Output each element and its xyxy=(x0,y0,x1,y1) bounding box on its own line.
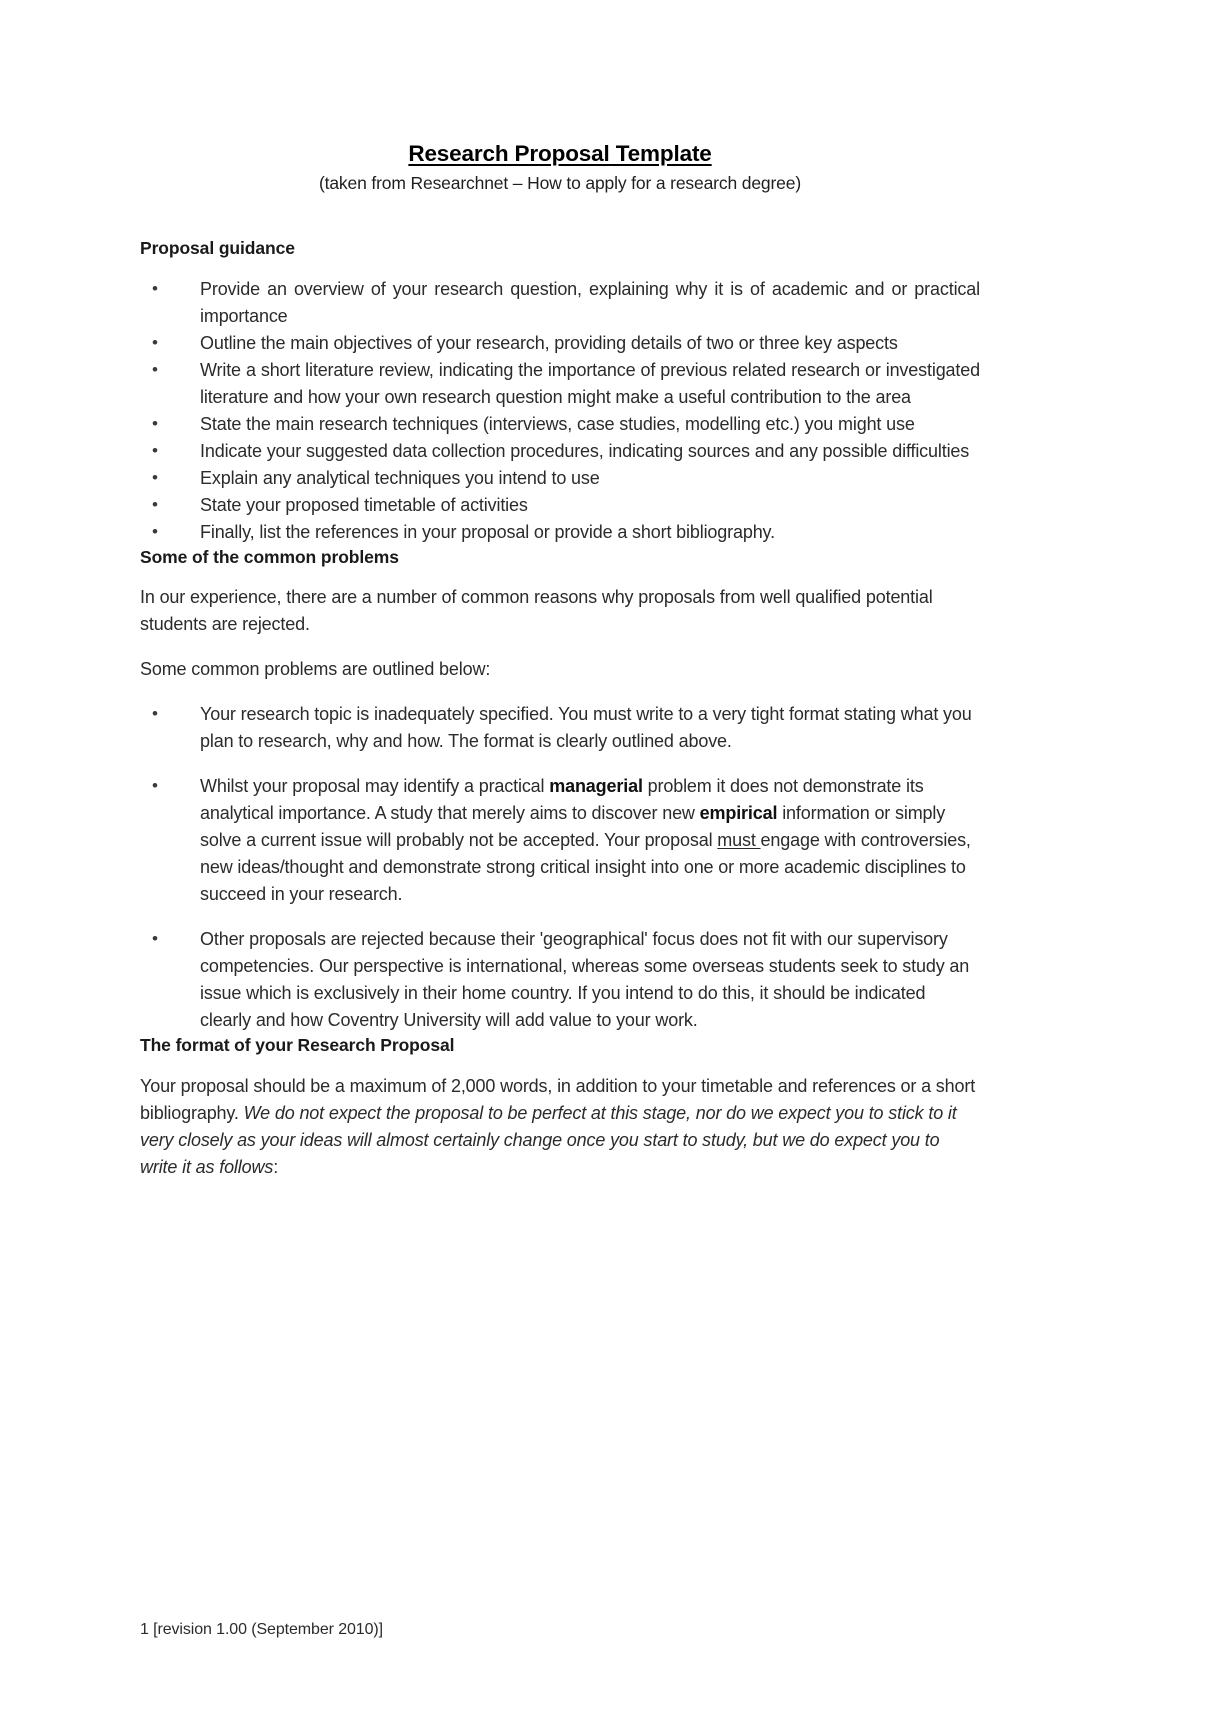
list-item: • State your proposed timetable of activities xyxy=(140,492,980,519)
list-item xyxy=(140,926,980,1034)
format-paragraph xyxy=(140,1073,980,1181)
list-item xyxy=(140,773,980,908)
text-run-italic: We do not expect the proposal to be perfect at this stage, nor do we expect you to stick to it very closely as your ideas will almost certainly change once you start to study, but we do expect you to write it as follows xyxy=(140,1103,957,1178)
list-item: • Finally, list the references in your proposal or provide a short bibliography. xyxy=(140,519,980,546)
problems-bullet-list xyxy=(140,701,980,1034)
document-content xyxy=(140,140,980,1181)
text-run-normal: Your research topic is inadequately specified. You must write to a very tight format stating what you plan to research, why and how. The format is clearly outlined above. xyxy=(200,704,972,752)
problems-intro-paragraph: In our experience, there are a number of common reasons why proposals from well qualified potential students are rejected. xyxy=(140,587,933,635)
list-item: • Write a short literature review, indicating the importance of previous related research or investigated literature and how your own research question might make a useful contribution to the area xyxy=(140,357,980,411)
text-run-normal: Other proposals are rejected because their 'geographical' focus does not fit with our supervisory competencies. Our perspective is international, whereas some overseas students seek to study an issue which is exclusively in their home country. If you intend to do this, it should be indicated clearly and how Coventry University will add value to your work. xyxy=(200,929,970,1031)
page-title xyxy=(140,140,980,168)
text-run-normal: Whilst your proposal may identify a practical xyxy=(200,776,550,797)
text-run-bold: managerial xyxy=(549,776,643,797)
list-item: • State the main research techniques (interviews, case studies, modelling etc.) you might use xyxy=(140,411,980,438)
page-footer: 1 [revision 1.00 (September 2010)] xyxy=(140,1621,383,1638)
heading-format-of-proposal: The format of your Research Proposal xyxy=(140,1035,455,1056)
text-run-normal: problem it does not demonstrate its analytical importance. A study that merely aims to discover new xyxy=(200,776,924,824)
text-run-normal: information or simply solve a current issue will probably not be accepted. Your proposal xyxy=(200,803,946,851)
list-item xyxy=(140,701,980,755)
page-subtitle: (taken from Researchnet – How to apply for a research degree) xyxy=(318,173,802,194)
text-run-underline: must xyxy=(717,830,761,851)
text-run-normal: : xyxy=(273,1157,279,1178)
problems-lead-in: Some common problems are outlined below: xyxy=(140,659,491,680)
text-run-normal: Your proposal should be a maximum of 2,000 words, in addition to your timetable and references or a short bibliography. xyxy=(140,1076,976,1124)
page-title-text: Research Proposal Template xyxy=(408,141,712,166)
list-item: • Outline the main objectives of your research, providing details of two or three key aspects xyxy=(140,330,980,357)
guidance-bullet-list xyxy=(140,276,980,546)
list-item: • Provide an overview of your research question, explaining why it is of academic and or practical importance xyxy=(140,276,980,330)
text-run-normal: engage with controversies, new ideas/thought and demonstrate strong critical insight into one or more academic disciplines to succeed in your research. xyxy=(200,830,971,905)
list-item: • Indicate your suggested data collection procedures, indicating sources and any possible difficulties xyxy=(140,438,980,465)
heading-common-problems: Some of the common problems xyxy=(140,546,399,567)
heading-proposal-guidance: Proposal guidance xyxy=(140,237,295,258)
text-run-bold: empirical xyxy=(699,803,778,824)
list-item: • Explain any analytical techniques you intend to use xyxy=(140,465,980,492)
